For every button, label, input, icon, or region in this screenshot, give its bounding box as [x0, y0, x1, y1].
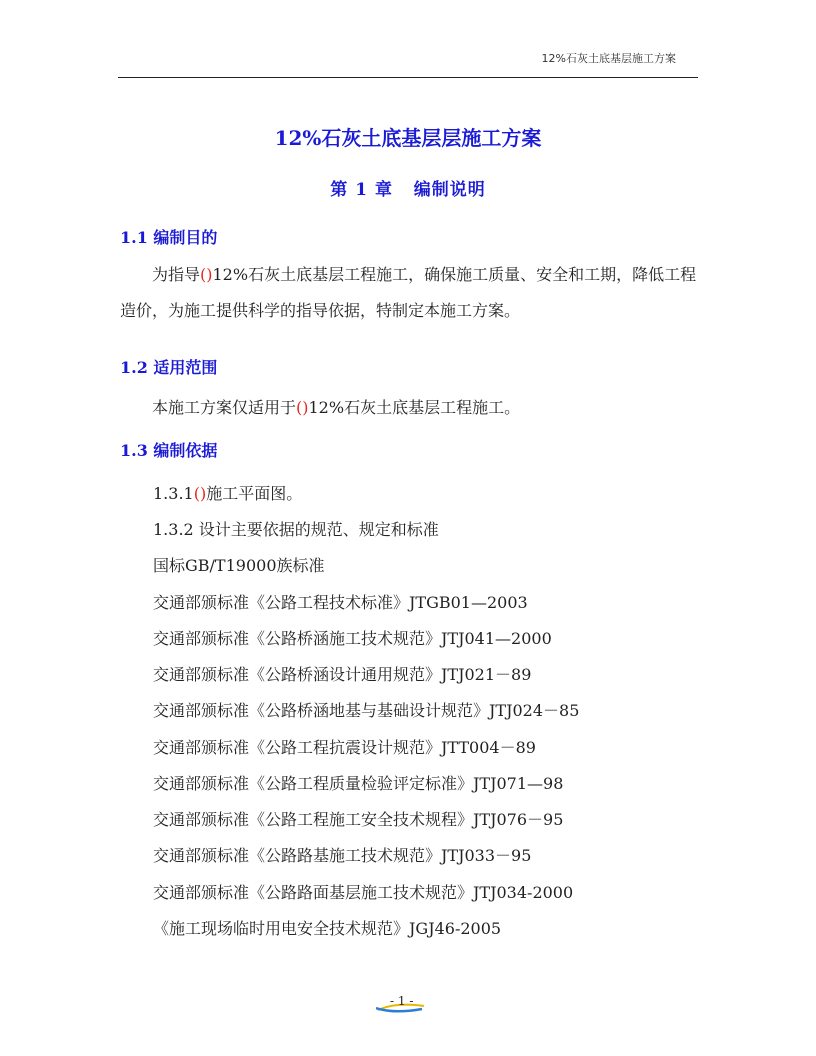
standard-item: 交通部颁标准《公路路基施工技术规范》JTJ033－95 [153, 846, 532, 865]
item-1-3-1 [153, 481, 302, 504]
section-heading-1-2: 1.2 适用范围 [120, 358, 218, 377]
placeholder-mark: () [296, 398, 309, 417]
placeholder-mark: () [193, 484, 207, 503]
header-rule [118, 77, 698, 78]
standard-item: 《施工现场临时用电安全技术规范》JGJ46-2005 [153, 919, 502, 938]
standard-item: 国标GB/T19000族标准 [153, 556, 325, 575]
section-heading-1-1: 1.1 编制目的 [120, 228, 218, 247]
standard-item: 交通部颁标准《公路工程施工安全技术规程》JTJ076－95 [153, 810, 564, 829]
standard-item: 交通部颁标准《公路工程质量检验评定标准》JTJ071—98 [153, 774, 564, 793]
standard-item: 交通部颁标准《公路桥涵设计通用规范》JTJ021－89 [153, 665, 532, 684]
standard-item: 交通部颁标准《公路工程抗震设计规范》JTT004－89 [153, 738, 536, 757]
standard-item: 交通部颁标准《公路桥涵地基与基础设计规范》JTJ024－85 [153, 701, 580, 720]
standard-item: 交通部颁标准《公路桥涵施工技术规范》JTJ041—2000 [153, 629, 552, 648]
section-1-2-paragraph [120, 390, 700, 426]
page-number: - 1 - [390, 994, 414, 1008]
standard-item: 交通部颁标准《公路工程技术标准》JTGB01—2003 [153, 593, 528, 612]
para-text-pre: 为指导 [152, 265, 201, 284]
document-title: 12%石灰土底基层层施工方案 [274, 126, 542, 150]
item-1-3-2: 1.3.2 设计主要依据的规范、规定和标准 [153, 520, 439, 539]
chapter-title: 第 1 章 编制说明 [330, 180, 486, 200]
section-1-1-paragraph [120, 257, 700, 329]
para-text-pre: 本施工方案仅适用于 [152, 398, 297, 417]
para-text-post: 12%石灰土底基层工程施工。 [308, 398, 521, 417]
item-text: 施工平面图。 [206, 484, 303, 503]
running-header: 12%石灰土底基层施工方案 [541, 52, 676, 65]
placeholder-mark: () [200, 265, 213, 284]
standard-item: 交通部颁标准《公路路面基层施工技术规范》JTJ034-2000 [153, 883, 574, 902]
item-number: 1.3.1 [153, 484, 194, 503]
para-text-post: 12%石灰土底基层工程施工，确保施工质量、安全和工期，降低工程造价，为施工提供科学的指导依据，特制定本施工方案。 [120, 265, 697, 320]
page-footer [376, 994, 426, 1014]
section-heading-1-3: 1.3 编制依据 [120, 441, 218, 460]
